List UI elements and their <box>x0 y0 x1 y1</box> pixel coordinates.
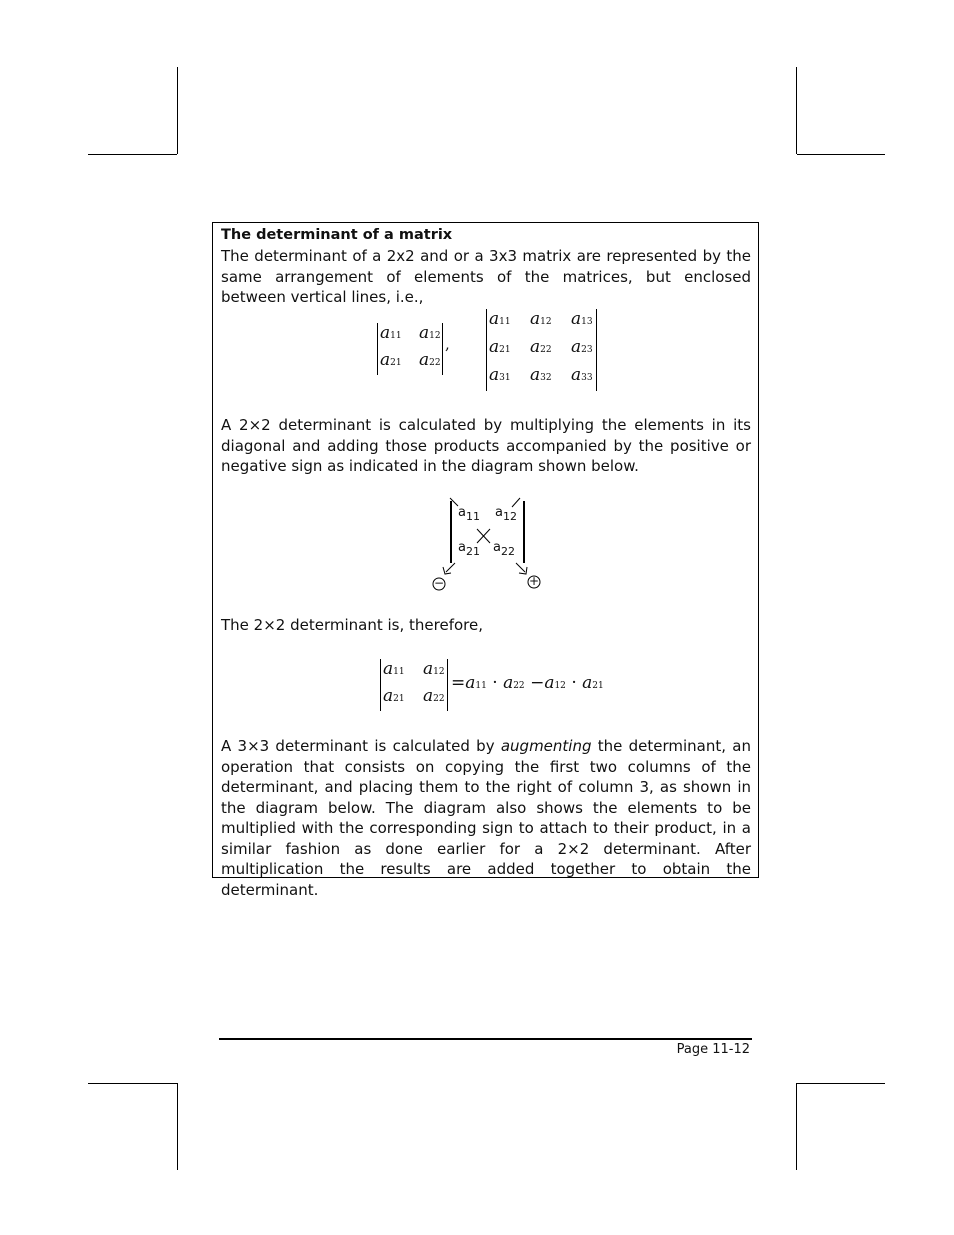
content-frame <box>212 222 759 899</box>
diagonal-paragraph: A 2×2 determinant is calculated by multiplying the elements in its diagonal and adding those products accompanied by the positive or negative sign as indicated in the diagram shown below. <box>221 416 751 475</box>
page-number: Page 11-12 <box>676 1042 750 1057</box>
intro-paragraph: The determinant of a 2x2 and or a 3x3 matrix are represented by the same arrangement of elements of the matrices, but enclosed between vertical lines, i.e., <box>221 247 751 306</box>
formula-left-bar <box>380 659 381 711</box>
formula-right-bar <box>447 659 448 711</box>
augmenting-paragraph: A 3×3 determinant is calculated by augmenting the determinant, an operation that consists on copying the first two columns of the determinant, and placing them to the right of column 3, as shown in the diagram below. The diagram also shows the elements to be multiplied with the corresponding sign to attach to their product, in a similar fashion as done earlier for a 2×2 determinant. After multiplication the results are added together to obtain the determinant. <box>221 737 751 899</box>
footer-rule <box>219 1038 752 1040</box>
matrix-3x3-left-bar <box>486 309 487 391</box>
crop-mark-top-left-horizontal <box>88 154 177 155</box>
matrix-3x3 <box>483 309 603 391</box>
matrix-2x2-left-bar <box>377 323 378 375</box>
matrix-3x3-right-bar <box>596 309 597 391</box>
section-heading: The determinant of a matrix <box>221 227 453 243</box>
determinant-formula <box>376 659 616 713</box>
matrix-3x3-element: a31 <box>489 365 511 385</box>
diagonal-diagram <box>416 495 556 595</box>
crop-mark-bottom-left-horizontal <box>88 1083 177 1084</box>
diagram-element: $a_{22}$ <box>493 540 515 558</box>
crop-mark-bottom-left-vertical <box>177 1083 178 1170</box>
formula-lhs-element: a21 <box>383 686 405 706</box>
minus-sign-icon: − <box>434 576 445 590</box>
matrix-3x3-element: a21 <box>489 337 511 357</box>
crop-mark-bottom-right-vertical <box>796 1083 797 1170</box>
matrix-3x3-element: a12 <box>530 309 552 329</box>
formula-intro: The 2×2 determinant is, therefore, <box>221 616 483 634</box>
matrix-separator-comma: , <box>445 335 450 353</box>
matrix-2x2 <box>373 323 453 375</box>
matrix-3x3-element: a13 <box>571 309 593 329</box>
crop-mark-top-left-vertical <box>177 67 178 154</box>
matrix-2x2-element: a11 <box>380 323 402 343</box>
plus-sign-icon: + <box>529 574 540 588</box>
crop-mark-bottom-right-horizontal <box>797 1083 885 1084</box>
matrix-3x3-element: a22 <box>530 337 552 357</box>
matrix-2x2-right-bar <box>442 323 443 375</box>
formula-lhs-element: a12 <box>423 659 445 679</box>
formula-rhs: =a11 · a22 −a12 · a21 <box>451 673 604 693</box>
formula-lhs-element: a22 <box>423 686 445 706</box>
formula-lhs-element: a11 <box>383 659 405 679</box>
matrix-3x3-element: a33 <box>571 365 593 385</box>
diagram-element: $a_{12}$ <box>495 505 517 523</box>
matrix-3x3-element: a11 <box>489 309 511 329</box>
matrix-2x2-element: a12 <box>419 323 441 343</box>
augmenting-term: augmenting <box>500 737 592 755</box>
diagram-element: $a_{21}$ <box>458 540 480 558</box>
matrix-3x3-element: a23 <box>571 337 593 357</box>
matrix-2x2-element: a22 <box>419 350 441 370</box>
matrix-3x3-element: a32 <box>530 365 552 385</box>
diagram-element: $a_{11}$ <box>458 505 480 523</box>
crop-mark-top-right-vertical <box>796 67 797 154</box>
matrix-2x2-element: a21 <box>380 350 402 370</box>
crop-mark-top-right-horizontal <box>797 154 885 155</box>
